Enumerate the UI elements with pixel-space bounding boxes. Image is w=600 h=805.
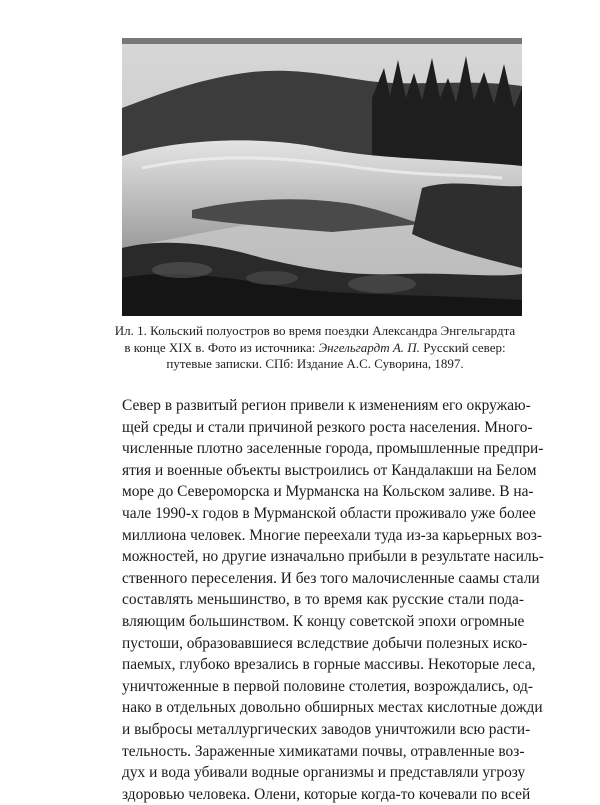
body-line: вляющим большинством. К концу советской эпохи огромные [122, 612, 525, 630]
figure-photo [122, 38, 522, 316]
caption-line-3: путевые записки. СПб: Издание А.С. Суворина, 1897. [166, 356, 464, 371]
caption-line-2-tail: Русский север: [419, 339, 506, 355]
caption-line-2 [100, 340, 530, 357]
caption-author-italic: Энгельгардт А. П. [318, 339, 420, 355]
body-line: численные плотно заселенные города, промышленные предпри- [122, 440, 544, 458]
landscape-photo-image [122, 38, 522, 316]
body-line: паемых, глубоко врезались в горные массивы. Некоторые леса, [122, 656, 536, 674]
body-line: ственного переселения. И без того малочисленные саамы стали [122, 569, 540, 587]
body-line: нако в отдельных довольно обширных местах кислотные дожди [122, 699, 543, 717]
body-line: Север в развитый регион привели к изменениям его окружаю- [122, 397, 531, 414]
caption-line-1: Ил. 1. Кольский полуостров во время поездки Александра Энгельгардта [114, 323, 516, 338]
body-line: пустоши, образовавшиеся вследствие добычи полезных иско- [122, 634, 528, 652]
body-line: составлять меньшинство, в то время как русские стали пода- [122, 591, 524, 609]
body-line: и выбросы металлургических заводов уничтожили всю расти- [122, 720, 531, 738]
body-line: миллиона человек. Многие переехали туда из-за карьерных воз- [122, 526, 543, 544]
body-line: море до Североморска и Мурманска на Кольском заливе. В на- [122, 483, 534, 501]
caption-line-2-start: в конце XIX в. Фото из источника: [124, 339, 319, 355]
body-line: здоровью человека. Олени, которые когда-то кочевали по всей [122, 785, 531, 803]
body-line: дух и вода убивали водные организмы и представляли угрозу [122, 764, 526, 782]
body-line: уничтоженные в первой половине столетия, возрождались, од- [122, 677, 533, 695]
body-line: тельность. Зараженные химикатами почвы, отравленные воз- [122, 742, 525, 760]
body-line: щей среды и стали причиной резкого роста населения. Много- [122, 418, 533, 436]
body-line: можностей, но другие изначально прибыли в результате насиль- [122, 548, 544, 566]
body-paragraph [122, 395, 544, 805]
figure-caption [100, 323, 530, 373]
body-line: чале 1990-х годов в Мурманской области проживало уже более [122, 504, 536, 522]
body-line: ятия и военные объекты выстроились от Кандалакши на Белом [122, 461, 537, 479]
